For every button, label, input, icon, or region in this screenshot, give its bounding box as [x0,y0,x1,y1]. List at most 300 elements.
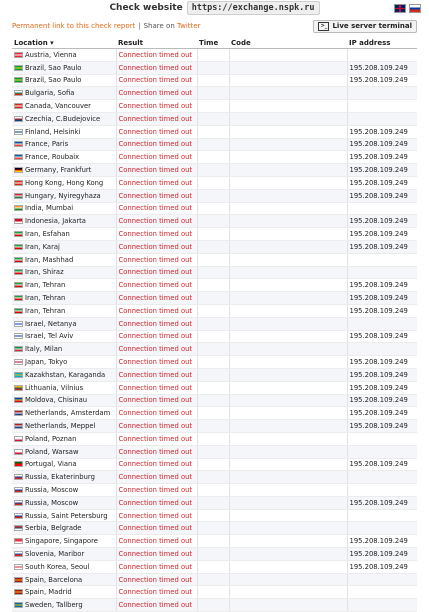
country-flag-icon [14,538,23,544]
location-cell [12,484,116,497]
code-cell [229,125,347,138]
country-flag-icon [14,90,23,96]
location-text: Indonesia, Jakarta [25,217,86,226]
code-cell [229,471,347,484]
ip-cell: 195.208.109.249 [347,279,417,292]
code-cell [229,228,347,241]
result-cell: Connection timed out [116,304,197,317]
code-cell [229,253,347,266]
ip-cell: 195.208.109.249 [347,215,417,228]
country-flag-icon [14,602,23,608]
code-cell [229,548,347,561]
permanent-link[interactable]: Permanent link to this check report [12,22,136,30]
table-row [12,330,417,343]
location-cell [12,189,116,202]
table-row [12,61,417,74]
table-row [12,484,417,497]
ip-cell [347,112,417,125]
time-cell [197,49,229,62]
location-cell [12,535,116,548]
ip-cell [347,343,417,356]
country-flag-icon [14,589,23,595]
code-cell [229,573,347,586]
location-cell [12,381,116,394]
result-cell: Connection timed out [116,471,197,484]
location-text: Israel, Netanya [25,319,77,328]
location-text: India, Mumbai [25,204,74,213]
location-cell [12,343,116,356]
country-flag-icon [14,436,23,442]
code-cell [229,586,347,599]
ip-cell [347,573,417,586]
location-text: Kazakhstan, Karaganda [25,370,106,379]
column-header-location[interactable]: Location ▾ [12,37,116,49]
time-cell [197,317,229,330]
location-text: France, Paris [25,140,69,149]
country-flag-icon [14,525,23,531]
table-row [12,266,417,279]
country-flag-icon [14,500,23,506]
time-cell [197,522,229,535]
result-cell: Connection timed out [116,292,197,305]
location-text: Spain, Madrid [25,588,72,597]
code-cell [229,509,347,522]
location-cell [12,87,116,100]
code-cell [229,74,347,87]
ip-cell [347,87,417,100]
result-cell: Connection timed out [116,125,197,138]
country-flag-icon [14,423,23,429]
time-cell [197,266,229,279]
table-row [12,356,417,369]
ip-cell: 195.208.109.249 [347,228,417,241]
country-flag-icon [14,65,23,71]
table-row [12,548,417,561]
location-cell [12,138,116,151]
ip-cell [347,202,417,215]
report-links-bar [12,19,417,33]
ip-cell: 195.208.109.249 [347,381,417,394]
country-flag-icon [14,513,23,519]
ip-cell: 195.208.109.249 [347,138,417,151]
result-cell: Connection timed out [116,266,197,279]
country-flag-icon [14,474,23,480]
location-cell [12,49,116,62]
location-cell [12,176,116,189]
ip-cell [347,522,417,535]
ip-cell [347,484,417,497]
location-cell [12,74,116,87]
result-cell: Connection timed out [116,317,197,330]
location-cell [12,279,116,292]
ip-cell: 195.208.109.249 [347,496,417,509]
location-text: Austria, Vienna [25,50,77,59]
location-cell [12,215,116,228]
table-row [12,586,417,599]
table-row [12,496,417,509]
twitter-link[interactable]: Twitter [177,22,201,30]
result-cell: Connection timed out [116,138,197,151]
ip-cell [347,253,417,266]
location-text: Singapore, Singapore [25,537,98,546]
country-flag-icon [14,154,23,160]
location-text: Iran, Tehran [25,294,66,303]
time-cell [197,292,229,305]
result-cell: Connection timed out [116,432,197,445]
time-cell [197,164,229,177]
time-cell [197,445,229,458]
location-text: Russia, Moscow [25,485,79,494]
table-row [12,317,417,330]
time-cell [197,535,229,548]
location-cell [12,420,116,433]
location-text: Netherlands, Meppel [25,422,96,430]
ip-cell [347,471,417,484]
time-cell [197,586,229,599]
table-row [12,215,417,228]
location-cell [12,586,116,599]
result-cell: Connection timed out [116,394,197,407]
code-cell [229,535,347,548]
table-body [12,49,417,612]
ip-cell: 195.208.109.249 [347,189,417,202]
language-switcher [394,4,421,13]
time-cell [197,420,229,433]
location-text: Slovenia, Maribor [25,549,85,558]
result-cell: Connection timed out [116,61,197,74]
table-row [12,138,417,151]
result-cell: Connection timed out [116,176,197,189]
time-cell [197,240,229,253]
time-cell [197,458,229,471]
ip-cell: 195.208.109.249 [347,407,417,420]
location-cell [12,240,116,253]
code-cell [229,484,347,497]
location-cell [12,304,116,317]
column-header-ip: IP address [347,37,417,49]
location-text: Hong Kong, Hong Kong [25,178,104,187]
time-cell [197,112,229,125]
location-cell [12,522,116,535]
ip-cell: 195.208.109.249 [347,394,417,407]
code-cell [229,215,347,228]
ip-cell [347,100,417,113]
time-cell [197,381,229,394]
country-flag-icon [14,129,23,135]
time-cell [197,368,229,381]
country-flag-icon [14,449,23,455]
code-cell [229,368,347,381]
location-text: Moldova, Chisinau [25,396,88,405]
column-header-time: Time [197,37,229,49]
time-cell [197,471,229,484]
location-cell [12,394,116,407]
location-cell [12,292,116,305]
table-row [12,509,417,522]
code-cell [229,138,347,151]
time-cell [197,189,229,202]
time-cell [197,343,229,356]
column-header-result: Result [116,37,197,49]
code-cell [229,266,347,279]
result-cell: Connection timed out [116,228,197,241]
table-row [12,535,417,548]
result-cell: Connection timed out [116,496,197,509]
country-flag-icon [14,564,23,570]
table-row [12,368,417,381]
table-header-row [12,37,417,49]
time-cell [197,279,229,292]
location-text: Lithuania, Vilnius [25,383,84,392]
code-cell [229,432,347,445]
live-terminal-label: Live server terminal [332,22,412,30]
location-cell [12,560,116,573]
country-flag-icon [14,295,23,301]
location-text: Bulgaria, Sofia [25,89,75,98]
country-flag-icon [14,244,23,250]
country-flag-icon [14,193,23,199]
time-cell [197,599,229,612]
time-cell [197,228,229,241]
result-cell: Connection timed out [116,548,197,561]
ip-cell: 195.208.109.249 [347,164,417,177]
ip-cell [347,49,417,62]
table-row [12,445,417,458]
result-cell: Connection timed out [116,189,197,202]
russia-flag-icon[interactable] [409,4,421,13]
result-cell: Connection timed out [116,381,197,394]
table-row [12,176,417,189]
table-row [12,49,417,62]
result-cell: Connection timed out [116,420,197,433]
location-text: Canada, Vancouver [25,102,91,111]
location-text: Japan, Tokyo [25,358,68,367]
location-cell [12,573,116,586]
location-text: Russia, Ekaterinburg [25,473,95,482]
ip-cell: 195.208.109.249 [347,176,417,189]
location-text: Sweden, Tallberg [25,601,83,610]
result-cell: Connection timed out [116,368,197,381]
location-cell [12,100,116,113]
table-row [12,381,417,394]
time-cell [197,151,229,164]
ip-cell: 195.208.109.249 [347,356,417,369]
location-text: Brazil, Sao Paulo [25,76,82,85]
location-cell [12,112,116,125]
code-cell [229,330,347,343]
time-cell [197,138,229,151]
uk-flag-icon[interactable] [394,4,406,13]
code-cell [229,445,347,458]
location-text: Russia, Moscow [25,498,79,507]
code-cell [229,87,347,100]
code-cell [229,61,347,74]
code-cell [229,381,347,394]
code-cell [229,560,347,573]
ip-cell: 195.208.109.249 [347,330,417,343]
result-cell: Connection timed out [116,202,197,215]
ip-cell [347,586,417,599]
code-cell [229,292,347,305]
result-cell: Connection timed out [116,356,197,369]
table-row [12,407,417,420]
location-cell [12,407,116,420]
location-text: France, Roubaix [25,153,80,162]
result-cell: Connection timed out [116,407,197,420]
ip-cell: 195.208.109.249 [347,420,417,433]
table-row [12,560,417,573]
location-text: Hungary, Nyiregyhaza [25,191,101,200]
location-cell [12,368,116,381]
result-cell: Connection timed out [116,343,197,356]
location-cell [12,432,116,445]
time-cell [197,253,229,266]
table-row [12,151,417,164]
result-cell: Connection timed out [116,215,197,228]
location-text: Iran, Tehran [25,281,66,290]
code-cell [229,240,347,253]
country-flag-icon [14,346,23,352]
location-cell [12,445,116,458]
table-row [12,87,417,100]
time-cell [197,548,229,561]
time-cell [197,509,229,522]
table-row [12,432,417,445]
code-cell [229,420,347,433]
country-flag-icon [14,116,23,122]
table-row [12,74,417,87]
result-cell: Connection timed out [116,240,197,253]
country-flag-icon [14,372,23,378]
location-cell [12,471,116,484]
country-flag-icon [14,385,23,391]
results-table [12,37,417,612]
result-cell: Connection timed out [116,87,197,100]
table-row [12,573,417,586]
table-row [12,292,417,305]
result-cell: Connection timed out [116,535,197,548]
country-flag-icon [14,52,23,58]
ip-cell: 195.208.109.249 [347,560,417,573]
code-cell [229,522,347,535]
checked-url: https://exchange.nspk.ru [187,1,320,15]
location-text: Portugal, Viana [25,460,77,469]
country-flag-icon [14,282,23,288]
country-flag-icon [14,410,23,416]
code-cell [229,151,347,164]
time-cell [197,202,229,215]
table-row [12,189,417,202]
page-header [0,0,429,16]
code-cell [229,599,347,612]
time-cell [197,573,229,586]
location-text: Iran, Tehran [25,306,66,315]
time-cell [197,304,229,317]
code-cell [229,189,347,202]
location-cell [12,496,116,509]
country-flag-icon [14,103,23,109]
ip-cell [347,266,417,279]
result-cell: Connection timed out [116,599,197,612]
code-cell [229,496,347,509]
live-terminal-button[interactable] [313,20,417,33]
ip-cell: 195.208.109.249 [347,61,417,74]
country-flag-icon [14,321,23,327]
country-flag-icon [14,359,23,365]
time-cell [197,61,229,74]
result-cell: Connection timed out [116,522,197,535]
table-row [12,125,417,138]
location-text: Finland, Helsinki [25,127,81,136]
ip-cell: 195.208.109.249 [347,368,417,381]
result-cell: Connection timed out [116,445,197,458]
table-row [12,164,417,177]
table-row [12,343,417,356]
location-text: Spain, Barcelona [25,575,83,584]
location-text: Poland, Poznan [25,434,77,443]
code-cell [229,356,347,369]
time-cell [197,407,229,420]
result-cell: Connection timed out [116,253,197,266]
time-cell [197,496,229,509]
ip-cell: 195.208.109.249 [347,125,417,138]
code-cell [229,317,347,330]
location-cell [12,317,116,330]
location-cell [12,202,116,215]
column-header-code: Code [229,37,347,49]
ip-cell: 195.208.109.249 [347,292,417,305]
time-cell [197,560,229,573]
country-flag-icon [14,167,23,173]
table-row [12,100,417,113]
location-text: Poland, Warsaw [25,447,79,456]
table-row [12,420,417,433]
code-cell [229,343,347,356]
location-cell [12,151,116,164]
location-text: Iran, Esfahan [25,230,70,239]
table-row [12,304,417,317]
table-row [12,522,417,535]
ip-cell: 195.208.109.249 [347,535,417,548]
result-cell: Connection timed out [116,279,197,292]
ip-cell [347,599,417,612]
location-text: Italy, Milan [25,345,63,354]
location-cell [12,266,116,279]
location-text: Iran, Mashhad [25,255,74,264]
code-cell [229,176,347,189]
code-cell [229,100,347,113]
time-cell [197,330,229,343]
ip-cell: 195.208.109.249 [347,74,417,87]
location-cell [12,458,116,471]
time-cell [197,484,229,497]
time-cell [197,125,229,138]
ip-cell [347,432,417,445]
location-cell [12,599,116,612]
location-text: Germany, Frankfurt [25,166,92,175]
table-row [12,279,417,292]
ip-cell: 195.208.109.249 [347,151,417,164]
country-flag-icon [14,269,23,275]
time-cell [197,74,229,87]
result-cell: Connection timed out [116,164,197,177]
result-cell: Connection timed out [116,458,197,471]
location-text: Serbia, Belgrade [25,524,82,533]
table-row [12,112,417,125]
country-flag-icon [14,231,23,237]
location-cell [12,164,116,177]
location-text: Russia, Saint Petersburg [25,511,108,520]
